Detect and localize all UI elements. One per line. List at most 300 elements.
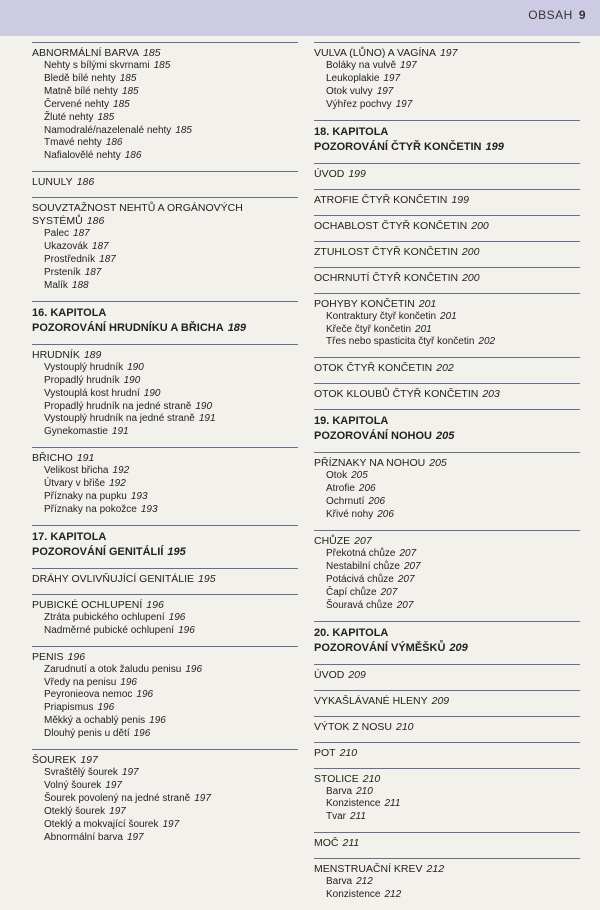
subentry-row xyxy=(32,664,298,677)
entry-title[interactable]: ÚVOD xyxy=(314,167,345,180)
subentry-page: 191 xyxy=(198,413,216,425)
subentry-page: 191 xyxy=(111,426,129,438)
subentry-label[interactable]: Vystouplý hrudník xyxy=(44,361,124,373)
toc-entry xyxy=(314,267,580,285)
subentry-page: 188 xyxy=(71,279,89,291)
entry-title[interactable]: OCHABLOST ČTYŘ KONČETIN xyxy=(314,219,468,232)
subentry-label[interactable]: Otok vulvy xyxy=(326,85,373,97)
chapter-block xyxy=(314,120,580,155)
subentry-page: 207 xyxy=(399,547,417,559)
entry-row xyxy=(314,246,580,259)
chapter-title[interactable]: POZOROVÁNÍ VÝMĚŠKŮ xyxy=(314,641,446,654)
subentry-row xyxy=(314,811,580,824)
subentry-page: 211 xyxy=(350,811,366,823)
entry-title[interactable]: ÚVOD xyxy=(314,668,345,681)
subentry-page: 197 xyxy=(121,767,139,779)
entry-page: 209 xyxy=(348,668,366,681)
subentry-page: 185 xyxy=(175,124,192,136)
toc-right-column xyxy=(314,42,580,910)
subentry-row xyxy=(314,889,580,902)
entry-title[interactable]: MOČ xyxy=(314,837,339,850)
entry-title[interactable]: POHYBY KONČETIN xyxy=(314,297,415,310)
page-header xyxy=(528,8,586,22)
entry-title[interactable]: ABNORMÁLNÍ BARVA xyxy=(32,47,139,59)
entry-title[interactable]: MENSTRUAČNÍ KREV xyxy=(314,863,423,876)
subentry-row xyxy=(314,336,580,349)
subentry-row xyxy=(32,86,298,99)
header-bar xyxy=(0,0,600,36)
subentry-row xyxy=(32,150,298,163)
toc-entry xyxy=(32,594,298,638)
entry-title[interactable]: BŘICHO xyxy=(32,452,73,465)
entry-row xyxy=(314,721,580,734)
subentry-row xyxy=(314,483,580,496)
entry-title[interactable]: PENIS xyxy=(32,650,64,663)
subentry-label[interactable]: Třes nebo spasticita čtyř končetin xyxy=(326,336,475,348)
entry-page: 201 xyxy=(418,297,437,310)
entry-page: 195 xyxy=(198,572,216,585)
subentry-row xyxy=(32,689,298,702)
entry-title[interactable]: OTOK KLOUBŮ ČTYŘ KONČETIN xyxy=(314,388,479,401)
subentry-label[interactable]: Atrofie xyxy=(326,483,355,495)
subentry-row xyxy=(32,767,298,780)
toc-entry xyxy=(314,383,580,401)
subentry-label[interactable]: Čapí chůze xyxy=(326,586,377,598)
subentry-row xyxy=(32,60,298,73)
subentry-row xyxy=(314,311,580,324)
entry-row xyxy=(314,535,580,548)
subentry-label[interactable]: Oteklý šourek xyxy=(44,805,106,817)
entry-title[interactable]: STOLICE xyxy=(314,772,359,785)
subentry-label[interactable]: Vystouplý hrudník na jedné straně xyxy=(44,413,195,425)
subentry-row xyxy=(314,600,580,613)
page-number: 9 xyxy=(578,8,586,22)
subentry-page: 192 xyxy=(112,465,130,477)
subentry-label[interactable]: Barva xyxy=(326,876,353,888)
subentry-row xyxy=(32,728,298,741)
subentry-page: 197 xyxy=(126,831,144,843)
entry-row xyxy=(314,773,580,786)
header-title: OBSAH xyxy=(528,8,573,22)
entry-page: 200 xyxy=(461,245,480,258)
chapter-number: 20. KAPITOLA xyxy=(314,626,389,639)
subentry-label[interactable]: Otok xyxy=(326,470,348,482)
subentry-page: 197 xyxy=(376,85,394,97)
entry-page: 203 xyxy=(482,388,500,401)
subentry-label[interactable]: Propadlý hrudník xyxy=(44,374,120,386)
subentry-page: 207 xyxy=(396,599,414,611)
subentry-label[interactable]: Ukazovák xyxy=(44,241,88,253)
subentry-page: 211 xyxy=(384,798,401,810)
subentry-page: 190 xyxy=(127,361,144,373)
subentry-label[interactable]: Nadměrné pubické ochlupení xyxy=(44,624,175,636)
entry-row xyxy=(314,194,580,207)
subentry-page: 202 xyxy=(478,336,496,348)
entry-title[interactable]: LUNULY xyxy=(32,176,73,189)
entry-page: 189 xyxy=(83,348,102,361)
subentry-row xyxy=(32,625,298,638)
subentry-page: 185 xyxy=(119,72,137,84)
entry-row xyxy=(32,202,298,228)
entry-title[interactable]: VÝTOK Z NOSU xyxy=(314,720,392,733)
entry-page: 197 xyxy=(439,47,458,59)
subentry-label[interactable]: Barva xyxy=(326,785,353,797)
entry-row xyxy=(32,651,298,664)
subentry-row xyxy=(314,324,580,337)
subentry-page: 196 xyxy=(120,676,137,688)
entry-row xyxy=(314,362,580,375)
toc-entry xyxy=(314,293,580,350)
subentry-label[interactable]: Vystouplá kost hrudní xyxy=(44,387,140,399)
subentry-page: 197 xyxy=(395,98,413,110)
chapter-title-row xyxy=(314,140,580,155)
entry-page: 199 xyxy=(451,193,469,206)
subentry-label[interactable]: Příznaky na pupku xyxy=(44,491,127,503)
entry-title[interactable]: CHŮZE xyxy=(314,534,351,547)
subentry-row xyxy=(32,280,298,293)
entry-row xyxy=(314,747,580,760)
subentry-row xyxy=(32,413,298,426)
subentry-page: 193 xyxy=(130,491,148,503)
subentry-label[interactable]: Vředy na penisu xyxy=(44,676,117,688)
subentry-label[interactable]: Prsteník xyxy=(44,266,81,278)
subentry-page: 206 xyxy=(358,483,376,495)
subentry-label[interactable]: Abnormální barva xyxy=(44,831,123,843)
subentry-label[interactable]: Palec xyxy=(44,228,70,240)
entry-title[interactable]: HRUDNÍK xyxy=(32,348,80,361)
entry-row xyxy=(32,349,298,362)
toc-entry xyxy=(314,163,580,181)
entry-row xyxy=(314,695,580,708)
toc-entry xyxy=(314,215,580,233)
toc-entry xyxy=(32,646,298,741)
subentry-row xyxy=(32,401,298,414)
entry-page: 196 xyxy=(67,650,86,663)
entry-row xyxy=(314,47,580,60)
subentry-row xyxy=(314,561,580,574)
subentry-row xyxy=(314,574,580,587)
entry-page: 196 xyxy=(146,598,164,611)
subentry-label[interactable]: Gynekomastie xyxy=(44,426,108,438)
chapter-title[interactable]: POZOROVÁNÍ GENITÁLIÍ xyxy=(32,545,164,558)
subentry-row xyxy=(32,137,298,150)
chapter-block xyxy=(32,525,298,560)
subentry-page: 197 xyxy=(109,805,126,817)
entry-title[interactable]: PŘÍZNAKY NA NOHOU xyxy=(314,457,426,470)
subentry-page: 196 xyxy=(168,611,186,623)
subentry-page: 187 xyxy=(99,254,116,266)
subentry-page: 212 xyxy=(356,876,373,888)
subentry-label[interactable]: Oteklý a mokvající šourek xyxy=(44,818,159,830)
subentry-label[interactable]: Malík xyxy=(44,279,68,291)
subentry-row xyxy=(32,715,298,728)
subentry-label[interactable]: Priapismus xyxy=(44,702,94,714)
entry-row xyxy=(314,388,580,401)
entry-page: 200 xyxy=(462,271,480,284)
subentry-page: 205 xyxy=(351,470,368,482)
subentry-label[interactable]: Červené nehty xyxy=(44,98,110,110)
toc-entry xyxy=(314,664,580,682)
entry-title[interactable]: PUBICKÉ OCHLUPENÍ xyxy=(32,598,143,611)
subentry-label[interactable]: Měkký a ochablý penis xyxy=(44,715,146,727)
subentry-row xyxy=(32,478,298,491)
toc-entry xyxy=(32,42,298,163)
entry-title[interactable]: OCHRNUTÍ ČTYŘ KONČETIN xyxy=(314,271,459,284)
subentry-label[interactable]: Boláky na vulvě xyxy=(326,60,397,71)
entry-title[interactable]: POT xyxy=(314,746,336,759)
subentry-row xyxy=(32,819,298,832)
subentry-page: 196 xyxy=(185,663,203,675)
subentry-row xyxy=(32,375,298,388)
entry-row xyxy=(32,176,298,189)
entry-title[interactable]: VYKAŠLÁVANÉ HLENY xyxy=(314,694,428,707)
toc-entry xyxy=(314,241,580,259)
chapter-title-row xyxy=(32,545,298,560)
subentry-page: 197 xyxy=(162,818,180,830)
subentry-label[interactable]: Dlouhý penis u dětí xyxy=(44,728,130,740)
entry-title[interactable]: ATROFIE ČTYŘ KONČETIN xyxy=(314,193,448,206)
subentry-page: 185 xyxy=(113,98,130,110)
entry-title[interactable]: OTOK ČTYŘ KONČETIN xyxy=(314,362,433,375)
subentry-row xyxy=(32,677,298,690)
subentry-page: 206 xyxy=(377,509,394,521)
subentry-label[interactable]: Ztráta pubického ochlupení xyxy=(44,611,165,623)
subentry-page: 187 xyxy=(73,228,90,240)
entry-row xyxy=(32,573,298,586)
subentry-label[interactable]: Peyronieova nemoc xyxy=(44,689,133,701)
subentry-label[interactable]: Namodralé/nazelenalé nehty xyxy=(44,124,172,136)
subentry-row xyxy=(32,465,298,478)
subentry-page: 197 xyxy=(105,780,122,791)
chapter-page: 209 xyxy=(449,641,468,654)
entry-page: 211 xyxy=(342,837,360,850)
entry-page: 191 xyxy=(76,452,95,465)
subentry-label[interactable]: Svraštělý šourek xyxy=(44,767,118,779)
subentry-row xyxy=(32,793,298,806)
subentry-row xyxy=(314,798,580,811)
subentry-label[interactable]: Křivé nohy xyxy=(326,509,374,521)
toc-entry xyxy=(32,568,298,586)
entry-title[interactable]: SOUVZTAŽNOST NEHTŮ A ORGÁNOVÝCH SYSTÉMŮ xyxy=(32,202,243,228)
entry-row xyxy=(314,457,580,470)
chapter-page: 195 xyxy=(167,545,186,558)
subentry-label[interactable]: Zarudnutí a otok žaludu penisu xyxy=(44,663,182,675)
chapter-title[interactable]: POZOROVÁNÍ NOHOU xyxy=(314,430,432,443)
toc-entry xyxy=(314,858,580,902)
entry-row xyxy=(314,669,580,682)
entry-page: 205 xyxy=(429,457,447,470)
subentry-page: 207 xyxy=(397,573,415,585)
entry-page: 210 xyxy=(396,720,414,733)
toc-entry xyxy=(32,171,298,189)
subentry-label[interactable]: Příznaky na pokožce xyxy=(44,503,137,515)
subentry-label[interactable]: Překotná chůze xyxy=(326,547,396,559)
chapter-title-row xyxy=(314,429,580,444)
subentry-page: 207 xyxy=(380,586,398,598)
subentry-label[interactable]: Konzistence xyxy=(326,798,381,810)
subentry-row xyxy=(32,491,298,504)
subentry-row xyxy=(314,876,580,889)
entry-row xyxy=(32,452,298,465)
subentry-row xyxy=(314,73,580,86)
toc-entry xyxy=(32,344,298,439)
entry-title[interactable]: VULVA (LŮNO) A VAGÍNA xyxy=(314,47,436,59)
chapter-block xyxy=(32,301,298,336)
subentry-row xyxy=(32,267,298,280)
toc-entry xyxy=(32,749,298,844)
subentry-row xyxy=(32,612,298,625)
entry-row xyxy=(314,298,580,311)
chapter-page: 205 xyxy=(435,430,455,443)
subentry-page: 210 xyxy=(356,785,373,797)
subentry-label[interactable]: Konzistence xyxy=(326,889,381,901)
chapter-block xyxy=(314,621,580,656)
toc-entry xyxy=(32,447,298,517)
subentry-page: 196 xyxy=(149,715,166,727)
subentry-row xyxy=(32,388,298,401)
chapter-block xyxy=(314,409,580,444)
subentry-row xyxy=(314,496,580,509)
entry-row xyxy=(314,863,580,876)
subentry-page: 187 xyxy=(91,241,109,253)
entry-page: 207 xyxy=(354,534,372,547)
toc-entry xyxy=(314,452,580,522)
subentry-row xyxy=(314,786,580,799)
entry-page: 186 xyxy=(76,176,95,189)
subentry-row xyxy=(314,587,580,600)
entry-page: 202 xyxy=(436,362,454,375)
subentry-page: 207 xyxy=(403,560,421,572)
chapter-title[interactable]: POZOROVÁNÍ ČTYŘ KONČETIN xyxy=(314,140,482,153)
subentry-label[interactable]: Nehty s bílými skvrnami xyxy=(44,60,150,71)
subentry-row xyxy=(314,60,580,73)
subentry-row xyxy=(32,73,298,86)
entry-row xyxy=(314,272,580,285)
entry-page: 185 xyxy=(142,47,161,59)
subentry-row xyxy=(32,806,298,819)
subentry-label[interactable]: Potácivá chůze xyxy=(326,573,394,585)
subentry-row xyxy=(314,509,580,522)
subentry-page: 197 xyxy=(194,792,211,804)
subentry-label[interactable]: Nestabilní chůze xyxy=(326,560,400,572)
subentry-label[interactable]: Křeče čtyř končetin xyxy=(326,323,412,335)
subentry-page: 201 xyxy=(415,323,432,335)
subentry-label[interactable]: Matně bílé nehty xyxy=(44,85,118,97)
entry-row xyxy=(32,47,298,60)
subentry-label[interactable]: Žluté nehty xyxy=(44,111,94,123)
subentry-label[interactable]: Šouravá chůze xyxy=(326,599,393,611)
subentry-label[interactable]: Prostředník xyxy=(44,254,96,266)
subentry-label[interactable]: Nafialovělé nehty xyxy=(44,150,121,162)
subentry-page: 196 xyxy=(178,624,195,636)
subentry-page: 190 xyxy=(195,400,213,412)
subentry-page: 206 xyxy=(368,496,386,508)
subentry-label[interactable]: Tmavé nehty xyxy=(44,137,102,149)
entry-row xyxy=(32,754,298,767)
entry-page: 199 xyxy=(348,167,366,180)
toc-entry xyxy=(314,189,580,207)
subentry-row xyxy=(32,702,298,715)
entry-row xyxy=(32,599,298,612)
subentry-label[interactable]: Kontraktury čtyř končetin xyxy=(326,310,437,322)
toc-entry xyxy=(314,742,580,760)
subentry-page: 190 xyxy=(143,387,161,399)
subentry-page: 196 xyxy=(97,702,115,714)
subentry-page: 186 xyxy=(124,150,142,162)
toc-entry xyxy=(32,197,298,293)
subentry-label[interactable]: Ochrnutí xyxy=(326,496,365,508)
subentry-page: 193 xyxy=(140,503,158,515)
toc-entry xyxy=(314,690,580,708)
entry-row xyxy=(314,837,580,850)
toc-entry xyxy=(314,530,580,613)
subentry-row xyxy=(32,780,298,793)
entry-title[interactable]: ŠOUREK xyxy=(32,754,77,767)
subentry-page: 187 xyxy=(84,266,102,278)
entry-page: 210 xyxy=(339,746,358,759)
subentry-label[interactable]: Tvar xyxy=(326,811,346,823)
subentry-row xyxy=(314,470,580,483)
subentry-label[interactable]: Šourek povolený na jedné straně xyxy=(44,792,191,804)
subentry-page: 185 xyxy=(153,60,171,71)
subentry-row xyxy=(314,548,580,561)
toc-entry xyxy=(314,768,580,825)
subentry-page: 192 xyxy=(109,478,126,490)
subentry-label[interactable]: Bledě bílé nehty xyxy=(44,72,116,84)
subentry-page: 197 xyxy=(383,72,401,84)
entry-page: 186 xyxy=(86,215,105,228)
chapter-title-row xyxy=(32,321,298,336)
entry-title[interactable]: ZTUHLOST ČTYŘ KONČETIN xyxy=(314,245,458,258)
subentry-label[interactable]: Volný šourek xyxy=(44,780,102,791)
chapter-number: 19. KAPITOLA xyxy=(314,415,389,428)
subentry-row xyxy=(32,362,298,375)
chapter-number: 17. KAPITOLA xyxy=(32,530,107,543)
subentry-page: 185 xyxy=(121,85,139,97)
chapter-number: 18. KAPITOLA xyxy=(314,125,389,138)
entry-page: 209 xyxy=(431,694,450,707)
subentry-label[interactable]: Propadlý hrudník na jedné straně xyxy=(44,400,192,412)
entry-title[interactable]: DRÁHY OVLIVŇUJÍCÍ GENITÁLIE xyxy=(32,572,195,585)
subentry-label[interactable]: Leukoplakie xyxy=(326,72,380,84)
subentry-page: 196 xyxy=(136,689,154,701)
entry-page: 197 xyxy=(80,754,98,767)
entry-row xyxy=(314,220,580,233)
subentry-page: 197 xyxy=(400,60,417,71)
subentry-row xyxy=(32,254,298,267)
subentry-row xyxy=(32,125,298,138)
subentry-page: 190 xyxy=(123,374,141,386)
chapter-title-row xyxy=(314,641,580,656)
subentry-page: 185 xyxy=(97,111,115,123)
entry-page: 200 xyxy=(471,219,489,232)
subentry-page: 186 xyxy=(105,137,123,149)
subentry-label[interactable]: Útvary v břiše xyxy=(44,478,106,490)
chapter-number: 16. KAPITOLA xyxy=(32,306,107,319)
toc-entry xyxy=(314,832,580,850)
subentry-page: 196 xyxy=(133,728,151,740)
subentry-row xyxy=(32,112,298,125)
chapter-title[interactable]: POZOROVÁNÍ HRUDNÍKU A BŘICHA xyxy=(32,321,224,334)
subentry-page: 212 xyxy=(384,889,402,901)
entry-page: 210 xyxy=(362,772,381,785)
toc-entry xyxy=(314,42,580,112)
subentry-label[interactable]: Velikost břicha xyxy=(44,465,109,477)
toc-entry xyxy=(314,357,580,375)
subentry-label[interactable]: Výhřez pochvy xyxy=(326,98,392,110)
subentry-page: 201 xyxy=(440,310,457,322)
subentry-row xyxy=(314,86,580,99)
